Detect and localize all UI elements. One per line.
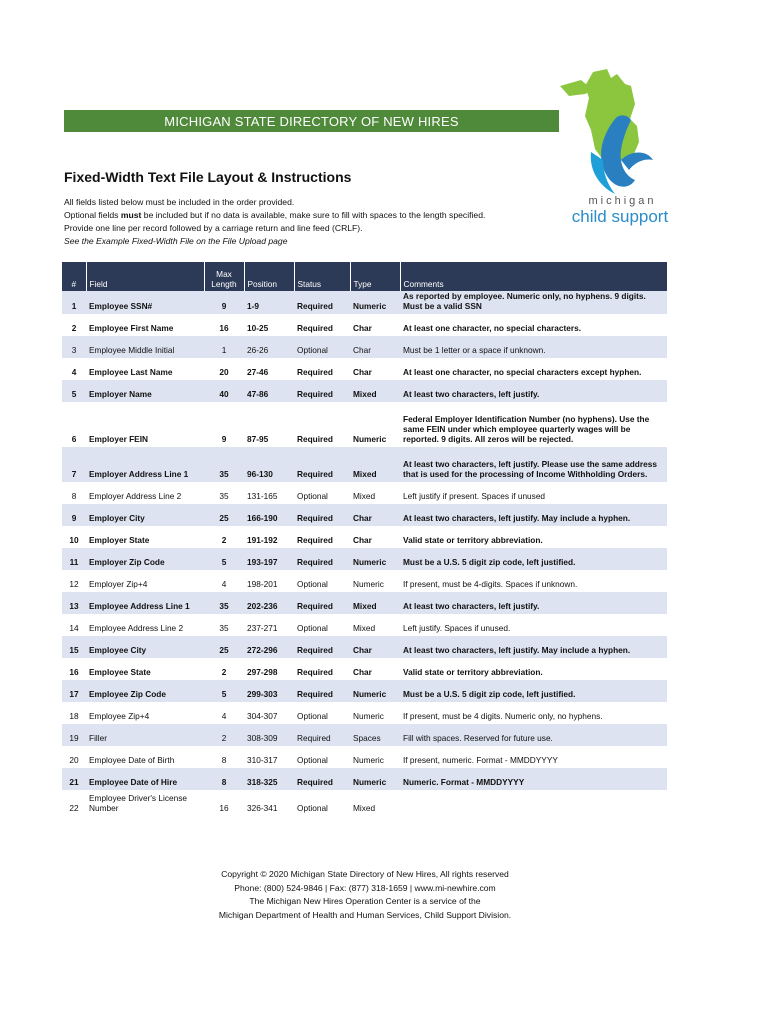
logo-text-michigan: michigan bbox=[588, 195, 657, 207]
cell-field: Employer Zip+4 bbox=[89, 579, 148, 589]
cell-type: Numeric bbox=[350, 768, 400, 790]
cell-len: 5 bbox=[204, 680, 244, 702]
cell-field: Employee Last Name bbox=[89, 367, 173, 377]
cell-type: Char bbox=[353, 323, 372, 333]
header-num: # bbox=[62, 262, 86, 291]
table-row bbox=[62, 482, 667, 504]
table-row bbox=[62, 402, 667, 447]
table-row bbox=[62, 702, 667, 724]
instruction-line-4: See the Example Fixed-Width File on the File Upload page bbox=[64, 236, 288, 246]
table-row bbox=[62, 614, 667, 636]
cell-field: Employee SSN# bbox=[86, 291, 204, 314]
footer-department: Michigan Department of Health and Human Services, Child Support Division. bbox=[218, 909, 512, 920]
table-header-row bbox=[62, 262, 667, 291]
page-title: Fixed-Width Text File Layout & Instructions bbox=[64, 169, 352, 185]
table-body bbox=[62, 291, 667, 816]
instruction-line-3: Provide one line per record followed by a carriage return and line feed (CRLF). bbox=[64, 223, 363, 233]
cell-len: 25 bbox=[204, 636, 244, 658]
cell-num: 14 bbox=[69, 623, 79, 633]
cell-len: 5 bbox=[204, 548, 244, 570]
cell-status: Optional bbox=[297, 803, 328, 813]
cell-comment: As reported by employee. Numeric only, no hyphens. 9 digits. Must be a valid SSN bbox=[400, 291, 667, 314]
cell-len: 8 bbox=[204, 768, 244, 790]
header-max-length: Max Length bbox=[204, 262, 244, 291]
cell-status: Required bbox=[294, 636, 350, 658]
cell-field: Employee Address Line 1 bbox=[86, 592, 204, 614]
cell-field: Employee Date of Birth bbox=[89, 755, 175, 765]
cell-field: Employee State bbox=[89, 667, 151, 677]
cell-status: Required bbox=[294, 548, 350, 570]
cell-num: 12 bbox=[69, 579, 79, 589]
cell-len: 40 bbox=[204, 380, 244, 402]
cell-comment: Left justify if present. Spaces if unused bbox=[403, 491, 546, 501]
table-row bbox=[62, 526, 667, 548]
header-type: Type bbox=[350, 262, 400, 291]
cell-len: 8 bbox=[221, 755, 227, 765]
cell-pos: 297-298 bbox=[247, 667, 278, 677]
table-row bbox=[62, 336, 667, 358]
cell-len: 4 bbox=[221, 579, 227, 589]
cell-num: 4 bbox=[71, 367, 77, 377]
table-row bbox=[62, 291, 667, 314]
cell-len: 35 bbox=[204, 592, 244, 614]
cell-num: 20 bbox=[69, 755, 79, 765]
cell-num: 5 bbox=[62, 380, 86, 402]
cell-num: 21 bbox=[62, 768, 86, 790]
cell-len: 1 bbox=[204, 336, 244, 358]
cell-pos: 131-165 bbox=[247, 491, 278, 501]
footer bbox=[140, 868, 590, 922]
cell-status: Required bbox=[294, 291, 350, 314]
cell-field: Employer Zip Code bbox=[86, 548, 204, 570]
cell-type: Numeric bbox=[350, 291, 400, 314]
cell-num: 7 bbox=[62, 447, 86, 482]
instruction-line-2 bbox=[64, 209, 485, 222]
file-layout-table bbox=[62, 262, 667, 816]
cell-pos: 87-95 bbox=[247, 434, 269, 444]
cell-status: Required bbox=[294, 592, 350, 614]
cell-type: Numeric bbox=[353, 755, 384, 765]
cell-comment: If present, must be 4-digits. Spaces if unknown. bbox=[403, 579, 578, 589]
cell-pos: 47-86 bbox=[244, 380, 294, 402]
cell-len: 35 bbox=[219, 623, 229, 633]
cell-pos: 304-307 bbox=[247, 711, 278, 721]
cell-num: 3 bbox=[62, 336, 86, 358]
cell-len: 2 bbox=[221, 667, 227, 677]
cell-field: Employee Address Line 2 bbox=[89, 623, 184, 633]
cell-type: Mixed bbox=[350, 380, 400, 402]
cell-type: Numeric bbox=[353, 711, 384, 721]
logo-text-child-support: child support bbox=[571, 207, 669, 226]
cell-field: Employer Name bbox=[86, 380, 204, 402]
instruction-line-2-bold: must bbox=[120, 210, 142, 220]
cell-type: Char bbox=[353, 535, 372, 545]
cell-pos: 310-317 bbox=[247, 755, 278, 765]
cell-len: 16 bbox=[219, 803, 229, 813]
table-row bbox=[62, 768, 667, 790]
cell-comment: At least two characters, left justify. May include a hyphen. bbox=[400, 636, 667, 658]
cell-num: 6 bbox=[71, 434, 77, 444]
table-row bbox=[62, 358, 667, 380]
cell-status: Required bbox=[297, 667, 333, 677]
cell-comment: At least one character, no special characters except hyphen. bbox=[403, 367, 642, 377]
cell-comment: Left justify. Spaces if unused. bbox=[403, 623, 511, 633]
cell-field: Employee Driver's License Number bbox=[89, 793, 187, 813]
cell-field: Employee Date of Hire bbox=[86, 768, 204, 790]
cell-pos: 10-25 bbox=[247, 323, 269, 333]
cell-pos: 166-190 bbox=[244, 504, 294, 526]
table-row bbox=[62, 746, 667, 768]
table-row bbox=[62, 680, 667, 702]
cell-field: Employer Address Line 1 bbox=[86, 447, 204, 482]
cell-status: Required bbox=[294, 504, 350, 526]
table-row bbox=[62, 570, 667, 592]
table-row bbox=[62, 504, 667, 526]
cell-pos: 299-303 bbox=[244, 680, 294, 702]
cell-comment: Numeric. Format - MMDDYYYY bbox=[400, 768, 667, 790]
cell-status: Optional bbox=[297, 755, 328, 765]
footer-contact: Phone: (800) 524-9846 | Fax: (877) 318-1659 | www.mi-newhire.com bbox=[234, 882, 496, 893]
header-position: Position bbox=[244, 262, 294, 291]
cell-comment: If present, must be 4 digits. Numeric only, no hyphens. bbox=[403, 711, 603, 721]
cell-status: Optional bbox=[297, 623, 328, 633]
cell-comment: At least two characters, left justify. bbox=[400, 592, 667, 614]
instruction-line-2-post: be included but if no data is available, make sure to fill with spaces to the length specified. bbox=[141, 210, 486, 220]
cell-comment: At least two characters, left justify. Please use the same address that is used for the processing of Income Withholding Orders. bbox=[400, 447, 667, 482]
cell-status: Required bbox=[297, 434, 333, 444]
instructions bbox=[64, 196, 485, 248]
cell-status: Required bbox=[294, 768, 350, 790]
table-row bbox=[62, 548, 667, 570]
cell-pos: 202-236 bbox=[244, 592, 294, 614]
cell-type: Char bbox=[350, 636, 400, 658]
cell-pos: 26-26 bbox=[244, 336, 294, 358]
cell-field: Employer Address Line 2 bbox=[89, 491, 182, 501]
cell-field: Employee Middle Initial bbox=[86, 336, 204, 358]
cell-status: Required bbox=[294, 724, 350, 746]
cell-comment: Federal Employer Identification Number (no hyphens). Use the same FEIN under which employee quarterly wages will be reported. 9 digits. All zeros will be rejected. bbox=[403, 414, 650, 444]
cell-comment: At least two characters, left justify. May include a hyphen. bbox=[400, 504, 667, 526]
cell-len: 20 bbox=[219, 367, 229, 377]
cell-status: Optional bbox=[294, 336, 350, 358]
table-row bbox=[62, 380, 667, 402]
cell-comment: Fill with spaces. Reserved for future use. bbox=[400, 724, 667, 746]
cell-pos: 272-296 bbox=[244, 636, 294, 658]
cell-status: Required bbox=[297, 535, 333, 545]
cell-num: 16 bbox=[69, 667, 79, 677]
cell-type: Mixed bbox=[350, 447, 400, 482]
cell-pos: 326-341 bbox=[247, 803, 278, 813]
cell-len: 4 bbox=[221, 711, 227, 721]
table-row bbox=[62, 658, 667, 680]
cell-pos: 198-201 bbox=[247, 579, 278, 589]
cell-num: 15 bbox=[62, 636, 86, 658]
cell-status: Required bbox=[294, 380, 350, 402]
cell-status: Required bbox=[297, 323, 333, 333]
header-field: Field bbox=[86, 262, 204, 291]
cell-pos: 193-197 bbox=[244, 548, 294, 570]
cell-len: 35 bbox=[219, 491, 229, 501]
cell-type: Char bbox=[350, 336, 400, 358]
cell-comment: Valid state or territory abbreviation. bbox=[403, 535, 543, 545]
table-row bbox=[62, 314, 667, 336]
instruction-line-2-pre: Optional fields bbox=[64, 210, 121, 220]
cell-type: Mixed bbox=[353, 803, 376, 813]
cell-comment: Must be 1 letter or a space if unknown. bbox=[400, 336, 667, 358]
cell-type: Mixed bbox=[353, 491, 376, 501]
cell-type: Spaces bbox=[350, 724, 400, 746]
cell-status: Optional bbox=[297, 711, 328, 721]
instruction-line-1: All fields listed below must be included in the order provided. bbox=[64, 197, 295, 207]
cell-field: Employee Zip Code bbox=[86, 680, 204, 702]
cell-field: Employee Zip+4 bbox=[89, 711, 150, 721]
cell-comment bbox=[400, 790, 667, 816]
cell-comment: Must be a U.S. 5 digit zip code, left justified. bbox=[400, 548, 667, 570]
cell-status: Required bbox=[294, 447, 350, 482]
cell-status: Required bbox=[294, 680, 350, 702]
cell-pos: 27-46 bbox=[247, 367, 269, 377]
cell-comment: If present, numeric. Format - MMDDYYYY bbox=[403, 755, 558, 765]
cell-field: Employee First Name bbox=[89, 323, 174, 333]
cell-num: 17 bbox=[62, 680, 86, 702]
cell-len: 9 bbox=[204, 291, 244, 314]
cell-field: Filler bbox=[86, 724, 204, 746]
cell-num: 18 bbox=[69, 711, 79, 721]
footer-copyright: Copyright © 2020 Michigan State Directory of New Hires, All rights reserved bbox=[221, 869, 509, 879]
cell-num: 11 bbox=[62, 548, 86, 570]
cell-type: Numeric bbox=[350, 680, 400, 702]
cell-pos: 191-192 bbox=[247, 535, 278, 545]
cell-len: 25 bbox=[204, 504, 244, 526]
cell-type: Numeric bbox=[350, 548, 400, 570]
cell-num: 9 bbox=[62, 504, 86, 526]
cell-len: 16 bbox=[219, 323, 229, 333]
cell-type: Mixed bbox=[350, 592, 400, 614]
cell-status: Required bbox=[297, 367, 333, 377]
cell-pos: 318-325 bbox=[244, 768, 294, 790]
cell-comment: Must be a U.S. 5 digit zip code, left justified. bbox=[400, 680, 667, 702]
cell-num: 22 bbox=[69, 803, 79, 813]
cell-comment: At least two characters, left justify. bbox=[400, 380, 667, 402]
cell-comment: At least one character, no special characters. bbox=[403, 323, 582, 333]
table-row bbox=[62, 636, 667, 658]
cell-field: Employer FEIN bbox=[89, 434, 149, 444]
cell-len: 2 bbox=[221, 535, 227, 545]
cell-num: 8 bbox=[71, 491, 77, 501]
cell-num: 19 bbox=[62, 724, 86, 746]
cell-len: 2 bbox=[204, 724, 244, 746]
cell-status: Optional bbox=[297, 579, 328, 589]
cell-type: Char bbox=[353, 367, 372, 377]
table-row bbox=[62, 447, 667, 482]
cell-num: 10 bbox=[69, 535, 79, 545]
footer-service: The Michigan New Hires Operation Center is a service of the bbox=[249, 896, 481, 906]
table-row bbox=[62, 592, 667, 614]
cell-type: Numeric bbox=[353, 434, 387, 444]
cell-type: Char bbox=[353, 667, 372, 677]
cell-num: 2 bbox=[71, 323, 77, 333]
header-status: Status bbox=[294, 262, 350, 291]
cell-pos: 96-130 bbox=[244, 447, 294, 482]
cell-num: 1 bbox=[62, 291, 86, 314]
cell-field: Employee City bbox=[86, 636, 204, 658]
header-comments: Comments bbox=[400, 262, 667, 291]
cell-field: Employer City bbox=[86, 504, 204, 526]
cell-field: Employer State bbox=[89, 535, 150, 545]
cell-status: Optional bbox=[297, 491, 328, 501]
cell-len: 9 bbox=[221, 434, 227, 444]
table-row bbox=[62, 724, 667, 746]
cell-type: Char bbox=[350, 504, 400, 526]
cell-type: Numeric bbox=[353, 579, 384, 589]
cell-type: Mixed bbox=[353, 623, 376, 633]
cell-pos: 237-271 bbox=[247, 623, 278, 633]
cell-len: 35 bbox=[204, 447, 244, 482]
cell-comment: Valid state or territory abbreviation. bbox=[403, 667, 543, 677]
page-banner: MICHIGAN STATE DIRECTORY OF NEW HIRES bbox=[64, 110, 559, 132]
table-row bbox=[62, 790, 667, 816]
cell-pos: 1-9 bbox=[244, 291, 294, 314]
cell-num: 13 bbox=[62, 592, 86, 614]
cell-pos: 308-309 bbox=[244, 724, 294, 746]
